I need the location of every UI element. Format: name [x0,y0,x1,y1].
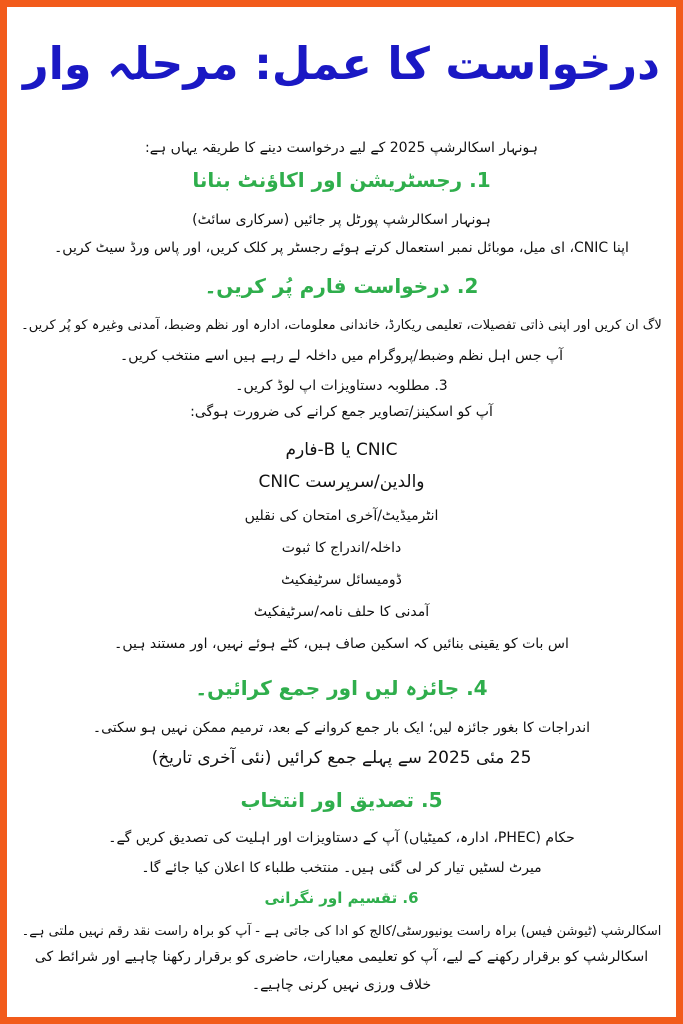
step-6-line-2: اسکالرشپ کو برقرار رکھنے کے لیے، آپ کو تعلیمی معیارات، حاضری کو برقرار رکھنا چاہیے اور شرائط کی خلاف ورزی نہیں کرنی چاہیے۔ [34,949,649,993]
step-4-line-2: 25 مئی 2025 سے پہلے جمع کرائیں (نئی آخری تاریخ) [151,748,532,768]
step-3-doc-admission-proof: داخلہ/اندراج کا ثبوت [281,540,402,556]
step-5-line-1: حکام (PHEC، ادارہ، کمیٹیاں) آپ کے دستاویزات اور اہلیت کی تصدیق کریں گے۔ [108,830,575,846]
step-5-line-2: میرٹ لسٹیں تیار کر لی گئی ہیں۔ منتخب طلباء کا اعلان کیا جائے گا۔ [141,860,542,876]
step-3-doc-cnic: CNIC یا B-فارم [285,440,398,460]
page-title: درخواست کا عمل: مرحلہ وار [23,39,660,90]
step-5-heading: 5. تصدیق اور انتخاب [240,788,443,812]
step-3-doc-transcripts: انٹرمیڈیٹ/آخری امتحان کی نقلیں [244,508,439,524]
step-1-line-2: اپنا CNIC، ای میل، موبائل نمبر استعمال کرتے ہوئے رجسٹر پر کلک کریں، اور پاس ورڈ سیٹ کریں۔ [54,240,629,256]
step-4-line-1: اندراجات کا بغور جائزہ لیں؛ ایک بار جمع کروانے کے بعد، ترمیم ممکن نہیں ہو سکتی۔ [92,720,591,736]
step-4-heading: 4. جائزہ لیں اور جمع کرائیں۔ [195,676,488,700]
step-6-line-1: اسکالرشپ (ٹیوشن فیس) براہ راست یونیورسٹی/کالج کو ادا کی جاتی ہے - آپ کو براہ راست نقد رقم نہیں ملتی ہے۔ [21,924,662,939]
step-3-doc-guardian-cnic: والدین/سرپرست CNIC [258,472,425,492]
step-3-line-1: آپ کو اسکینز/تصاویر جمع کرانے کی ضرورت ہوگی: [190,404,493,420]
step-3-doc-domicile: ڈومیسائل سرٹیفکیٹ [281,572,402,588]
step-3-heading: 3. مطلوبہ دستاویزات اپ لوڈ کریں۔ [235,378,448,394]
step-1-heading: 1. رجسٹریشن اور اکاؤنٹ بنانا [192,168,491,192]
step-3-note: اس بات کو یقینی بنائیں کہ اسکین صاف ہیں، کٹے ہوئے نہیں، اور مستند ہیں۔ [114,636,569,652]
step-3-doc-income: آمدنی کا حلف نامہ/سرٹیفکیٹ [253,604,430,620]
step-2-line-2: آپ جس اہل نظم وضبط/پروگرام میں داخلہ لے رہے ہیں اسے منتخب کریں۔ [120,348,563,364]
intro-text: ہونہار اسکالرشپ 2025 کے لیے درخواست دینے کا طریقہ یہاں ہے: [145,140,538,156]
step-6-heading: 6. تقسیم اور نگرانی [264,889,419,907]
step-2-line-1: لاگ ان کریں اور اپنی ذاتی تفصیلات، تعلیمی ریکارڈ، خاندانی معلومات، ادارہ اور نظم وضبط، آمدنی وغیرہ کو پُر کریں۔ [21,318,662,333]
step-2-heading: 2. درخواست فارم پُر کریں۔ [204,274,479,298]
step-1-line-1: ہونہار اسکالرشپ پورٹل پر جائیں (سرکاری سائٹ) [192,212,491,228]
